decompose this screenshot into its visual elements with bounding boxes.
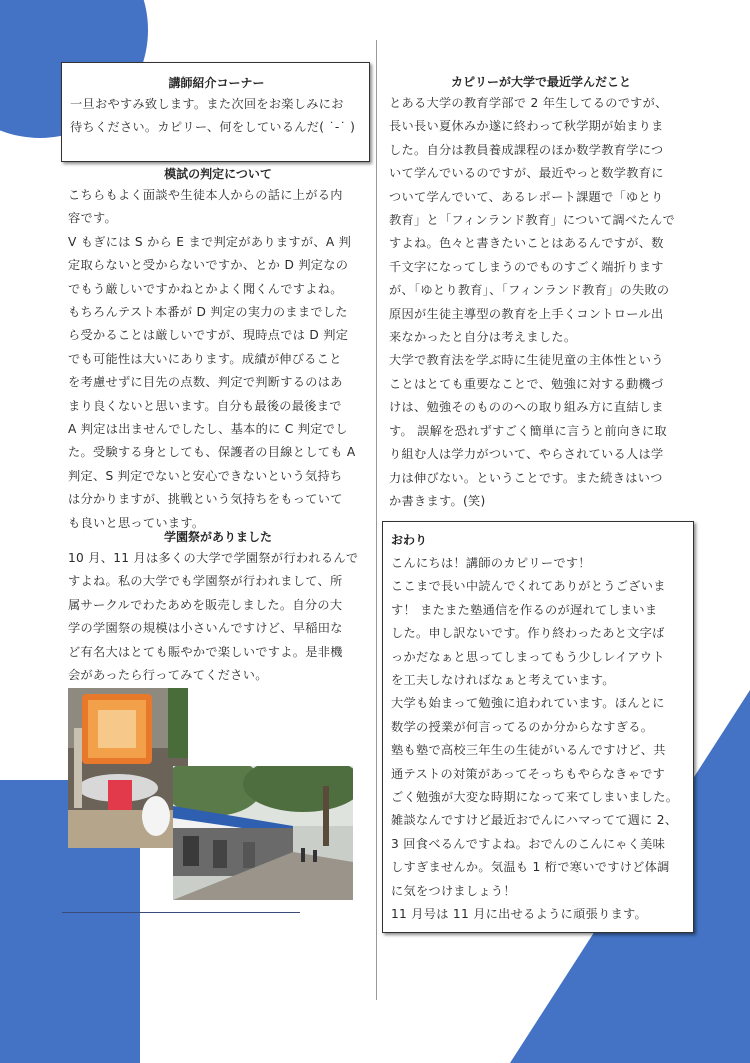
closing-body: こんにちは！講師のカピリーです！ ここまで長い中読んでくれてありがとうございま す！ またまた塾通信を作るのが遅れてしまいま した。申し訳ないです。作り終わったあと文字ば っかだなぁと思ってしまってもう少しレイアウト を工夫しなければなぁと考えています。 大学も始まって勉強に追われています。ほんとに 数学の授業が何言ってるのか分からなすぎる。 塾も塾で高校三年生の生徒がいるんですけど、共 通テストの対策があってそっちもやらなきゃです ごく勉強が大変な時期になって来てしまいました。 雑談なんですけど最近おでんにハマってて週に 2、 3 回食べるんですよね。おでんのこんにゃく美味 しすぎませんか。気温も 1 桁で寒いですけど体調 に気をつけましょう！ 11 月号は 11 月に出せるように頑張ります。: [391, 556, 679, 922]
capybara-study-title: カピリーが大学で最近学んだこと: [450, 75, 631, 89]
school-festival-title: 学園祭がありました: [163, 530, 272, 544]
closing-box: [382, 521, 694, 933]
capybara-study-body: とある大学の教育学部で 2 年生してるのですが、 長い長い夏休みか遂に終わって秋学期が始まりま した。自分は教員養成課程のほか数学教育学につ いて学んでいるのですが、最近やっと数学教育に ついて学んでいて、あるレポート課題で「ゆとり 教育」と「フィンランド教育」について調べたんで すよね。色々と書きたいことはあるんですが、数 千文字になってしまうのでものすごく端折ります が、「ゆとり教育」、「フィンランド教育」の失敗の 原因が生徒主導型の教育を上手くコントロール出 来なかったと自分は考えました。 大学で教育法を学ぶ時に生徒児童の主体性という ことはとても重要なことで、勉強に対する動機づ けは、勉強そのもののへの取り組み方に直結しま す。 誤解を恐れずすごく簡単に言うと前向きに取 り組む人は学力がついて、やらされている人は学 力は伸びない。ということです。また続きはいつ か書きます。(笑): [389, 96, 675, 508]
instructor-corner-title: 講師紹介コーナー: [168, 76, 265, 90]
school-festival-body: 10 月、11 月は多くの大学で学園祭が行われるんで すよね。私の大学でも学園祭が行われまして、所 属サークルでわたあめを販売しました。自分の大 学の学園祭の規模は小さいんですけど、早稲田な ど有名大はとても賑やかで楽しいですよ。是非機 会があったら行ってみてください。: [68, 551, 359, 683]
closing-title: おわり: [391, 533, 428, 547]
capybara-study-section: [389, 72, 693, 513]
mock-exam-title: 模試の判定について: [164, 167, 272, 181]
school-festival-section: [68, 527, 368, 687]
mock-exam-section: [68, 164, 368, 535]
photo-underline-rule: [62, 912, 300, 913]
instructor-corner-body: 一旦おやすみ致します。また次回をお楽しみにお 待ちください。カピリー、何をしているんだ( ˙-˙ ): [70, 97, 356, 135]
festival-stalls-photo: [173, 766, 353, 900]
column-divider: [376, 40, 377, 1000]
mock-exam-body: こちらもよく面談や生徒本人からの話に上がる内 容です。 V もぎには S から E まで判定がありますが、A 判 定取らないと受からないですか、とか D 判定なの でもう厳しいですかねとかよく聞くんですよね。 もちろんテスト本番が D 判定の実力のままでした ら受かることは厳しいですが、現時点では D 判定 でも可能性は大いにあります。成績が伸びること を考慮せずに目先の点数、判定で判断するのはあ まり良くないと思います。自分も最後の最後まで A 判定は出ませんでしたし、基本的に C 判定でし た。受験する身としても、保護者の目線としても A 判定、S 判定でないと安心できないという気持ち は分かりますが、挑戦という気持ちをもっていて も良いと思っています。: [68, 188, 356, 530]
cotton-candy-photo: [68, 688, 188, 848]
instructor-corner-box: [61, 62, 370, 162]
